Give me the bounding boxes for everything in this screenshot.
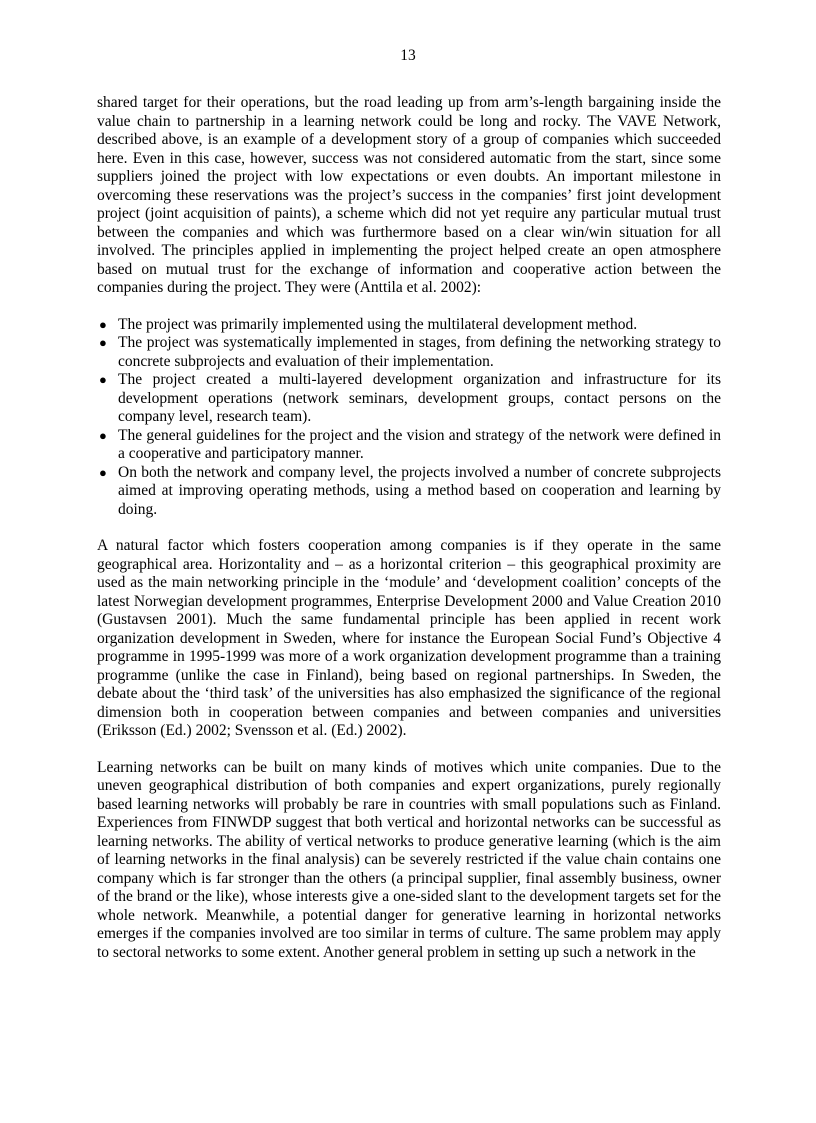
bullet-icon: ● [99, 464, 107, 480]
list-item [97, 316, 721, 335]
list-item-text: On both the network and company level, the projects involved a number of concrete subprojects aimed at improving operating methods, using a method based on cooperation and learning by doing. [118, 463, 721, 518]
list-item [97, 371, 721, 427]
list-item [97, 427, 721, 464]
bullet-icon: ● [99, 427, 107, 443]
bullet-icon: ● [99, 316, 107, 332]
document-body [97, 94, 721, 980]
paragraph-learning-networks: Learning networks can be built on many kinds of motives which unite companies. Due to the uneven geographical distribution of both companies and expert organizations, purely regionally based learning networks will probably be rare in countries with small populations such as Finland. Experiences from FINWDP suggest that both vertical and horizontal networks can be successful as learning networks. The ability of vertical networks to produce generative learning (which is the aim of learning networks in the final analysis) can be severely restricted if the value chain contains one company which is far stronger than the others (a principal supplier, final assembly business, owner of the brand or the like), whose interests give a one-sided slant to the development targets set for the whole network. Meanwhile, a potential danger for generative learning in horizontal networks emerges if the companies involved are too similar in terms of culture. The same problem may apply to sectoral networks to some extent. Another general problem in setting up such a network in the [97, 758, 721, 961]
list-item [97, 334, 721, 371]
list-item-text: The general guidelines for the project and the vision and strategy of the network were defined in a cooperative and participatory manner. [118, 426, 721, 462]
list-item [97, 464, 721, 520]
paragraph-intro: shared target for their operations, but the road leading up from arm’s-length bargaining inside the value chain to partnership in a learning network could be long and rocky. The VAVE Network, described above, is an example of a development story of a group of companies which succeeded here. Even in this case, however, success was not considered automatic from the start, since some suppliers joined the project with low expectations or even doubts. An important milestone in overcoming these reservations was the project’s success in the companies’ first joint development project (joint acquisition of paints), a scheme which did not yet require any particular mutual trust between the companies and which was furthermore based on a clear win/win situation for all involved. The principles applied in implementing the project helped create an open atmosphere based on mutual trust for the exchange of information and cooperative action between the companies during the project. They were (Anttila et al. 2002): [97, 94, 721, 296]
bullet-icon: ● [99, 335, 107, 350]
list-item-text: The project was systematically implemented in stages, from defining the networking strategy to concrete subprojects and evaluation of their implementation. [118, 334, 721, 370]
list-item-text: The project created a multi-layered development organization and infrastructure for its development operations (network seminars, development groups, contact persons on the company level, research team). [118, 371, 721, 425]
bullet-icon: ● [99, 372, 107, 387]
list-item-text: The project was primarily implemented using the multilateral development method. [118, 315, 638, 333]
page-number: 13 [400, 47, 416, 64]
paragraph-geography: A natural factor which fosters cooperation among companies is if they operate in the same geographical area. Horizontality and – as a horizontal criterion – this geographical proximity are used as the main networking principle in the ‘module’ and ‘development coalition’ concepts of the latest Norwegian development programmes, Enterprise Development 2000 and Value Creation 2010 (Gustavsen 2001). Much the same fundamental principle has been applied in recent work organization development in Sweden, where for instance the European Social Fund’s Objective 4 programme in 1995-1999 was more of a work organization development programme than a training programme (unlike the case in Finland), being based on regional partnerships. In Sweden, the debate about the ‘third task’ of the universities has also emphasized the significance of the regional dimension both in cooperation between companies and between companies and universities (Eriksson (Ed.) 2002; Svensson et al. (Ed.) 2002). [97, 537, 721, 739]
principles-list [97, 316, 721, 520]
